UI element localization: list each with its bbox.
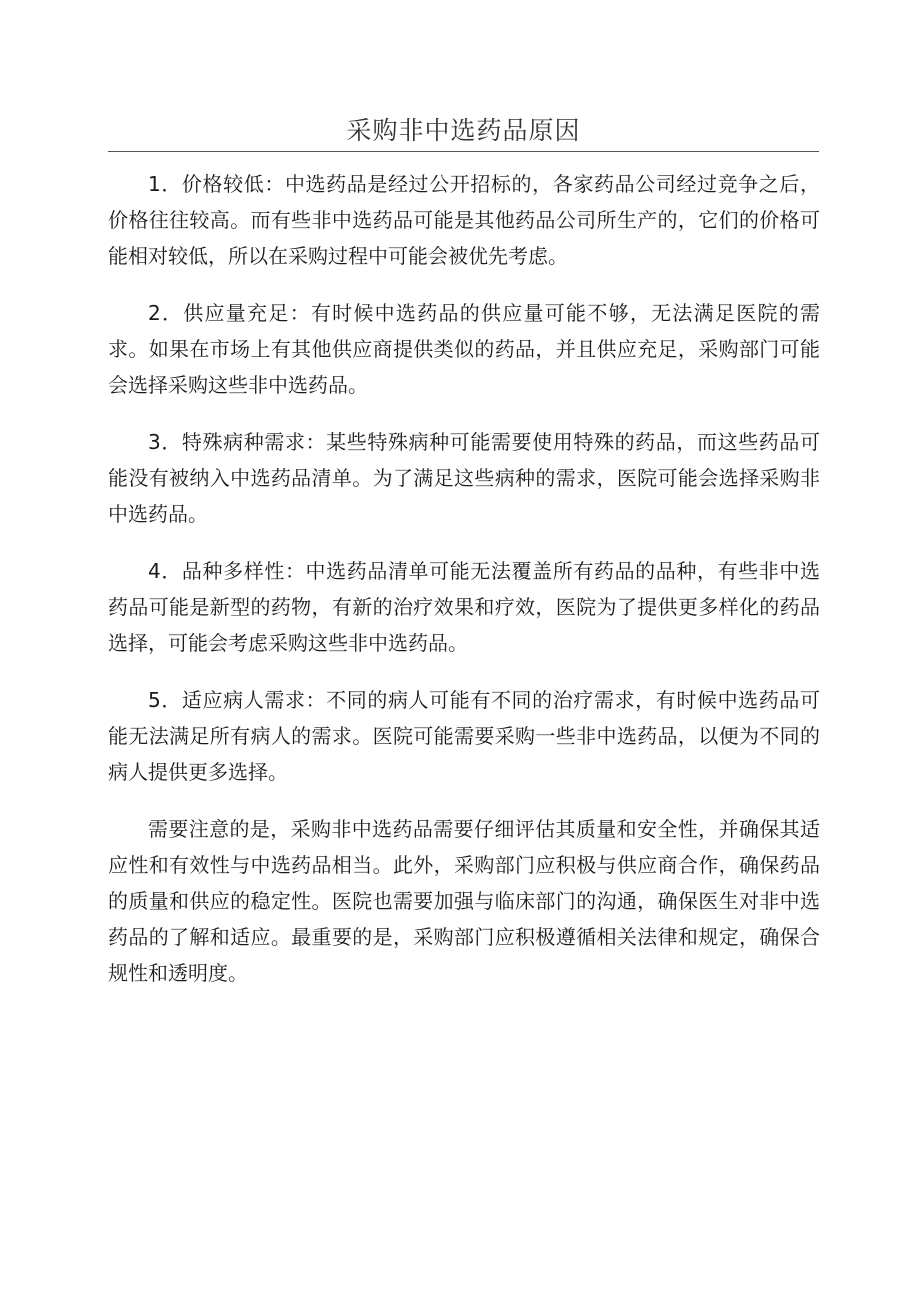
paragraph-special-disease: 3．特殊病种需求：某些特殊病种可能需要使用特殊的药品，而这些药品可能没有被纳入中选药品清单。为了满足这些病种的需求，医院可能会选择采购非中选药品。 xyxy=(108,430,820,526)
document-body xyxy=(108,166,820,1012)
paragraph-patient-needs: 5．适应病人需求：不同的病人可能有不同的治疗需求，有时候中选药品可能无法满足所有病人的需求。医院可能需要采购一些非中选药品，以便为不同的病人提供更多选择。 xyxy=(108,688,820,784)
paragraph-supply: 2．供应量充足：有时候中选药品的供应量可能不够，无法满足医院的需求。如果在市场上有其他供应商提供类似的药品，并且供应充足，采购部门可能会选择采购这些非中选药品。 xyxy=(108,301,820,397)
document-title: 采购非中选药品原因 xyxy=(346,116,581,145)
paragraph-price: 1．价格较低：中选药品是经过公开招标的，各家药品公司经过竞争之后，价格往往较高。而有些非中选药品可能是其他药品公司所生产的，它们的价格可能相对较低，所以在采购过程中可能会被优先考虑。 xyxy=(108,172,820,268)
title-underline xyxy=(108,151,819,152)
paragraph-variety: 4．品种多样性：中选药品清单可能无法覆盖所有药品的品种，有些非中选药品可能是新型的药物，有新的治疗效果和疗效，医院为了提供更多样化的药品选择，可能会考虑采购这些非中选药品。 xyxy=(108,559,820,655)
paragraph-notes: 需要注意的是，采购非中选药品需要仔细评估其质量和安全性，并确保其适应性和有效性与中选药品相当。此外，采购部门应积极与供应商合作，确保药品的质量和供应的稳定性。医院也需要加强与临床部门的沟通，确保医生对非中选药品的了解和适应。最重要的是，采购部门应积极遵循相关法律和规定，确保合规性和透明度。 xyxy=(108,817,820,985)
